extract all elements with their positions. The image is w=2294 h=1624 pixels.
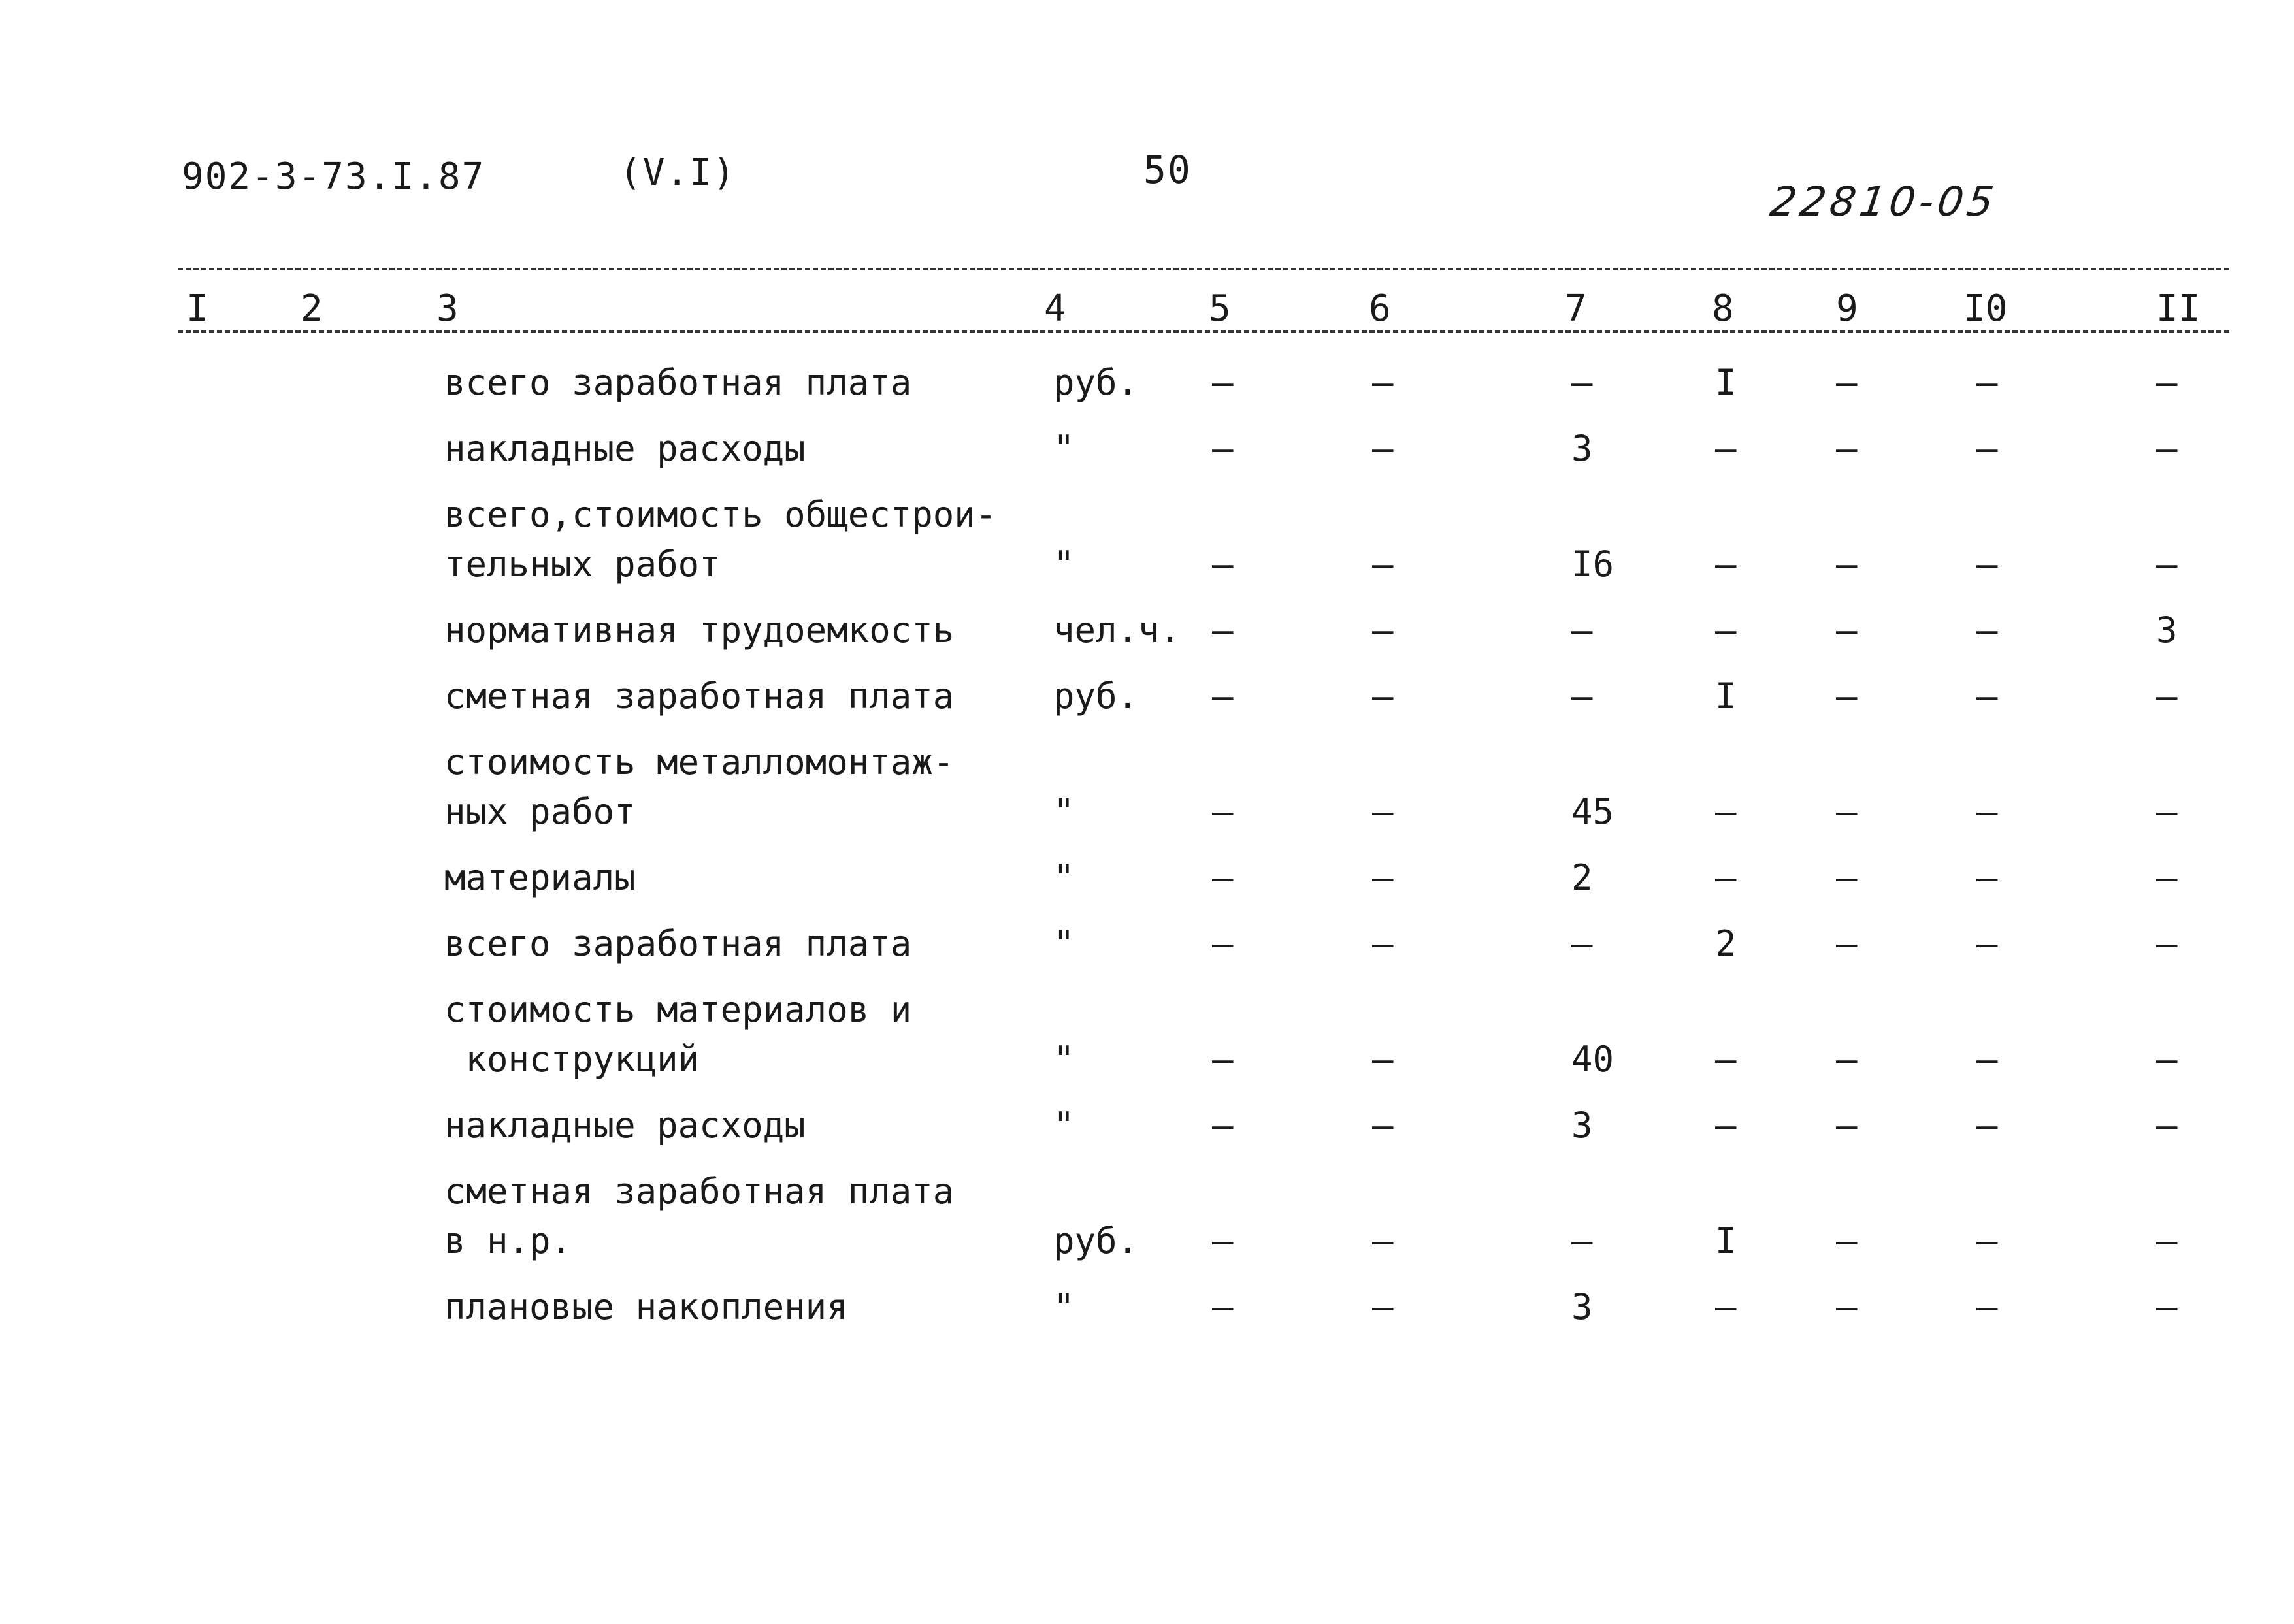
row-value-c5: – (1212, 544, 1234, 585)
row-value-c9: – (1836, 609, 1858, 651)
column-number-5: 5 (1209, 287, 1231, 330)
row-value-c11: – (2156, 428, 2178, 469)
row-value-c9: – (1836, 857, 1858, 898)
row-value-c10: – (1976, 428, 1998, 469)
row-value-c8: – (1715, 791, 1737, 832)
row-description: нормативная трудоемкость (444, 609, 955, 651)
row-description: стоимость металломонтаж- ных работ (444, 741, 955, 832)
column-number-4: 4 (1044, 287, 1066, 330)
column-number-2: 2 (301, 287, 323, 330)
row-value-c7: 3 (1571, 1286, 1593, 1327)
row-unit: " (1053, 544, 1075, 585)
row-value-c10: – (1976, 857, 1998, 898)
row-value-c10: – (1976, 362, 1998, 403)
row-value-c8: I (1715, 675, 1737, 717)
row-value-c8: I (1715, 362, 1737, 403)
row-value-c6: – (1372, 1039, 1394, 1080)
row-value-c11: – (2156, 675, 2178, 717)
row-value-c10: – (1976, 675, 1998, 717)
row-value-c5: – (1212, 791, 1234, 832)
page-number: 50 (1143, 148, 1192, 192)
row-value-c8: – (1715, 428, 1737, 469)
row-description: плановые накопления (444, 1286, 848, 1327)
row-value-c11: – (2156, 1105, 2178, 1146)
row-value-c6: – (1372, 923, 1394, 964)
row-value-c11: – (2156, 857, 2178, 898)
row-value-c8: – (1715, 1105, 1737, 1146)
row-value-c9: – (1836, 791, 1858, 832)
row-value-c9: – (1836, 1105, 1858, 1146)
row-value-c9: – (1836, 675, 1858, 717)
row-value-c10: – (1976, 1105, 1998, 1146)
row-value-c6: – (1372, 544, 1394, 585)
row-description: сметная заработная плата в н.р. (444, 1171, 955, 1261)
row-description: стоимость материалов и конструкций (444, 989, 912, 1080)
row-value-c5: – (1212, 857, 1234, 898)
row-unit: руб. (1053, 1220, 1139, 1261)
row-value-c11: – (2156, 791, 2178, 832)
row-value-c10: – (1976, 1220, 1998, 1261)
row-value-c8: – (1715, 1039, 1737, 1080)
row-value-c9: – (1836, 1286, 1858, 1327)
row-value-c5: – (1212, 362, 1234, 403)
row-value-c6: – (1372, 428, 1394, 469)
row-value-c6: – (1372, 1286, 1394, 1327)
inventory-stamp: 22810-05 (1767, 178, 2001, 225)
column-number-6: 6 (1369, 287, 1391, 330)
table-top-rule (178, 268, 2229, 270)
row-value-c6: – (1372, 1105, 1394, 1146)
row-value-c9: – (1836, 544, 1858, 585)
row-value-c5: – (1212, 1220, 1234, 1261)
row-value-c6: – (1372, 609, 1394, 651)
row-value-c7: 3 (1571, 428, 1593, 469)
volume-label: (V.I) (619, 152, 736, 194)
row-unit: " (1053, 791, 1075, 832)
row-value-c10: – (1976, 1039, 1998, 1080)
row-value-c8: – (1715, 609, 1737, 651)
row-value-c8: 2 (1715, 923, 1737, 964)
row-value-c10: – (1976, 1286, 1998, 1327)
row-value-c6: – (1372, 1220, 1394, 1261)
column-number-1: I (186, 287, 208, 330)
row-value-c7: – (1571, 1220, 1593, 1261)
row-value-c6: – (1372, 362, 1394, 403)
row-value-c11: – (2156, 923, 2178, 964)
row-value-c8: I (1715, 1220, 1737, 1261)
row-value-c11: – (2156, 1286, 2178, 1327)
row-description: всего,стоимость общестрои- тельных работ (444, 494, 997, 585)
row-unit: " (1053, 1039, 1075, 1080)
document-code: 902-3-73.I.87 (182, 155, 485, 198)
row-unit: руб. (1053, 675, 1139, 717)
column-number-3: 3 (436, 287, 459, 330)
row-value-c7: – (1571, 362, 1593, 403)
row-description: сметная заработная плата (444, 675, 955, 717)
row-unit: " (1053, 428, 1075, 469)
row-value-c7: – (1571, 923, 1593, 964)
row-value-c7: I6 (1571, 544, 1614, 585)
row-value-c9: – (1836, 1220, 1858, 1261)
row-value-c9: – (1836, 428, 1858, 469)
row-value-c10: – (1976, 791, 1998, 832)
row-unit: " (1053, 1286, 1075, 1327)
row-description: материалы (444, 857, 636, 898)
row-unit: " (1053, 923, 1075, 964)
row-value-c10: – (1976, 609, 1998, 651)
row-value-c7: 40 (1571, 1039, 1614, 1080)
column-number-10: I0 (1963, 287, 2008, 330)
row-value-c5: – (1212, 428, 1234, 469)
table-header-rule (178, 330, 2229, 333)
row-description: всего заработная плата (444, 362, 912, 403)
row-value-c6: – (1372, 791, 1394, 832)
row-value-c5: – (1212, 923, 1234, 964)
row-description: накладные расходы (444, 1105, 806, 1146)
column-number-8: 8 (1712, 287, 1734, 330)
row-value-c5: – (1212, 1039, 1234, 1080)
row-description: всего заработная плата (444, 923, 912, 964)
row-value-c8: – (1715, 1286, 1737, 1327)
row-value-c9: – (1836, 923, 1858, 964)
row-value-c6: – (1372, 857, 1394, 898)
column-number-7: 7 (1565, 287, 1587, 330)
row-value-c11: – (2156, 362, 2178, 403)
row-value-c5: – (1212, 675, 1234, 717)
row-unit: " (1053, 857, 1075, 898)
row-value-c8: – (1715, 544, 1737, 585)
row-value-c7: 2 (1571, 857, 1593, 898)
row-unit: руб. (1053, 362, 1139, 403)
row-value-c11: 3 (2156, 609, 2178, 651)
row-value-c11: – (2156, 1039, 2178, 1080)
row-description: накладные расходы (444, 428, 806, 469)
row-value-c9: – (1836, 362, 1858, 403)
row-value-c5: – (1212, 1105, 1234, 1146)
row-value-c6: – (1372, 675, 1394, 717)
row-value-c9: – (1836, 1039, 1858, 1080)
row-value-c7: – (1571, 675, 1593, 717)
row-value-c10: – (1976, 544, 1998, 585)
row-unit: чел.ч. (1053, 609, 1181, 651)
row-value-c8: – (1715, 857, 1737, 898)
row-value-c5: – (1212, 1286, 1234, 1327)
row-value-c7: – (1571, 609, 1593, 651)
row-value-c10: – (1976, 923, 1998, 964)
row-value-c7: 45 (1571, 791, 1614, 832)
row-value-c11: – (2156, 544, 2178, 585)
row-value-c5: – (1212, 609, 1234, 651)
column-number-11: II (2156, 287, 2201, 330)
row-value-c11: – (2156, 1220, 2178, 1261)
row-unit: " (1053, 1105, 1075, 1146)
row-value-c7: 3 (1571, 1105, 1593, 1146)
column-number-9: 9 (1836, 287, 1858, 330)
